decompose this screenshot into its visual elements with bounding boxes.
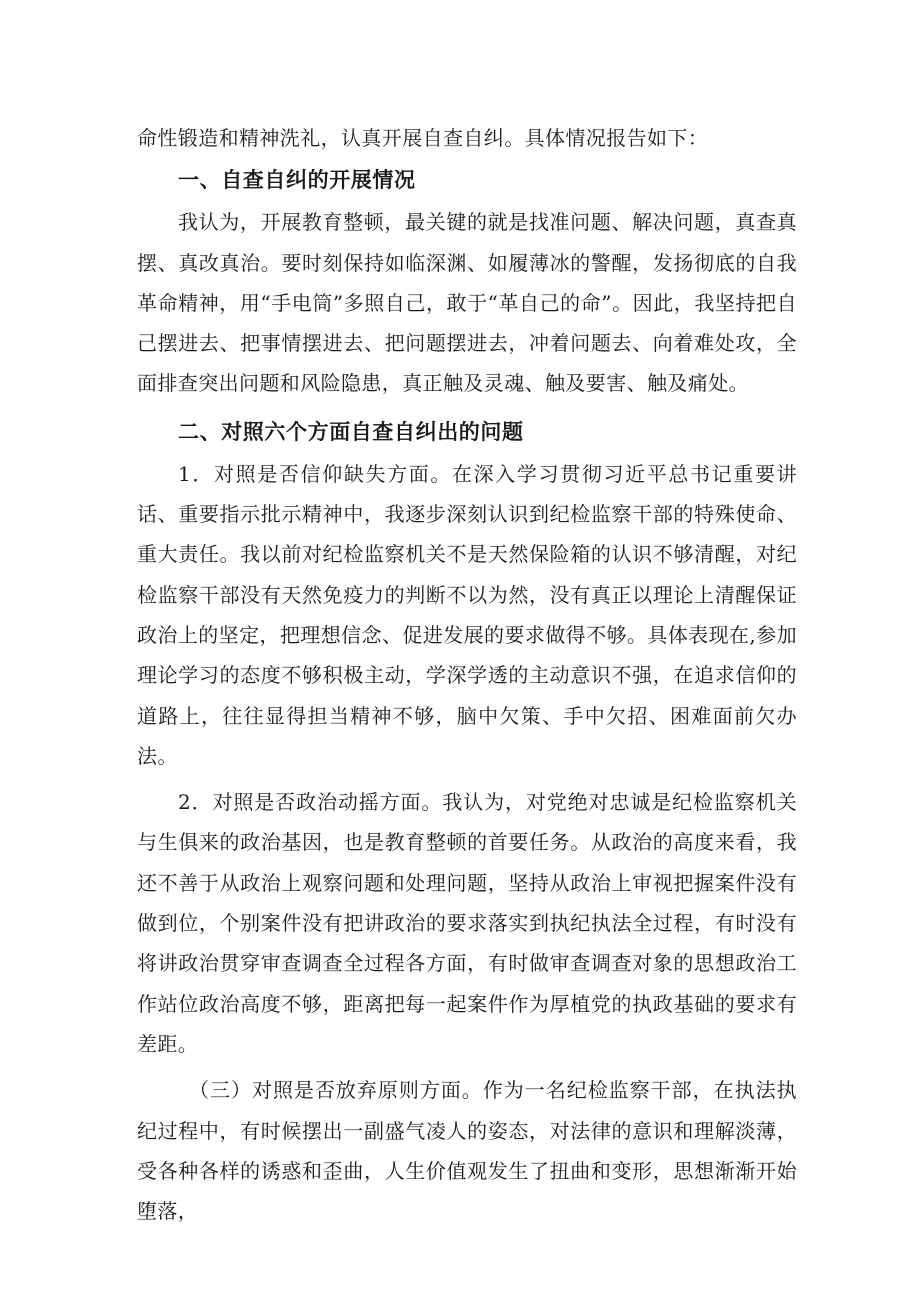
section-1-heading: 一、自查自纠的开展情况	[178, 168, 416, 193]
paragraph-gap	[137, 404, 797, 410]
section-2-item-1: 1．对照是否信仰缺失方面。在深入学习贯彻习近平总书记重要讲话、重要指示批示精神中，我逐步深刻认识到纪检监察干部的特殊使命、重大责任。我以前对纪检监察机关不是天然保险箱的认识不够清醒，对纪检监察干部没有天然免疫力的判断不以为然，没有真正以理论上清醒保证政治上的坚定，把理想信念、促进发展的要求做得不够。具体表现在,参加理论学习的态度不够积极主动，学深学透的主动意识不强，在追求信仰的道路上，往往显得担当精神不够，脑中欠策、手中欠招、困难面前欠办法。	[137, 461, 797, 768]
section-1-paragraph: 我认为，开展教育整顿，最关键的就是找准问题、解决问题，真查真摆、真改真治。要时刻保持如临深渊、如履薄冰的警醒，发扬彻底的自我革命精神，用“手电筒”多照自己，敢于“革自己的命”。因此，我坚持把自己摆进去、把事情摆进去、把问题摆进去，冲着问题去、向着难处攻，全面排查突出问题和风险隐患，真正触及灵魂、触及要害、触及痛处。	[137, 210, 797, 396]
section-2-item-3: （三）对照是否放弃原则方面。作为一名纪检监察干部，在执法执纪过程中，有时候摆出一副盛气凌人的姿态，对法律的意识和理解淡薄，受各种各样的诱惑和歪曲，人生价值观发生了扭曲和变形，思想渐渐开始堕落，	[137, 1078, 797, 1224]
section-2-item-2: 2．对照是否政治动摇方面。我认为，对党绝对忠诚是纪检监察机关与生俱来的政治基因，也是教育整顿的首要任务。从政治的高度来看，我还不善于从政治上观察问题和处理问题，坚持从政治上审视把握案件没有做到位，个别案件没有把讲政治的要求落实到执纪执法全过程，有时没有将讲政治贯穿审查调查全过程各方面，有时做审查调查对象的思想政治工作站位政治高度不够，距离把每一起案件作为厚植党的执政基础的要求有差距。	[137, 790, 797, 1056]
intro-line: 命性锻造和精神洗礼，认真开展自查自纠。具体情况报告如下：	[137, 126, 709, 150]
document-body	[137, 118, 797, 1231]
section-2-heading: 二、对照六个方面自查自纠出的问题	[178, 419, 524, 444]
